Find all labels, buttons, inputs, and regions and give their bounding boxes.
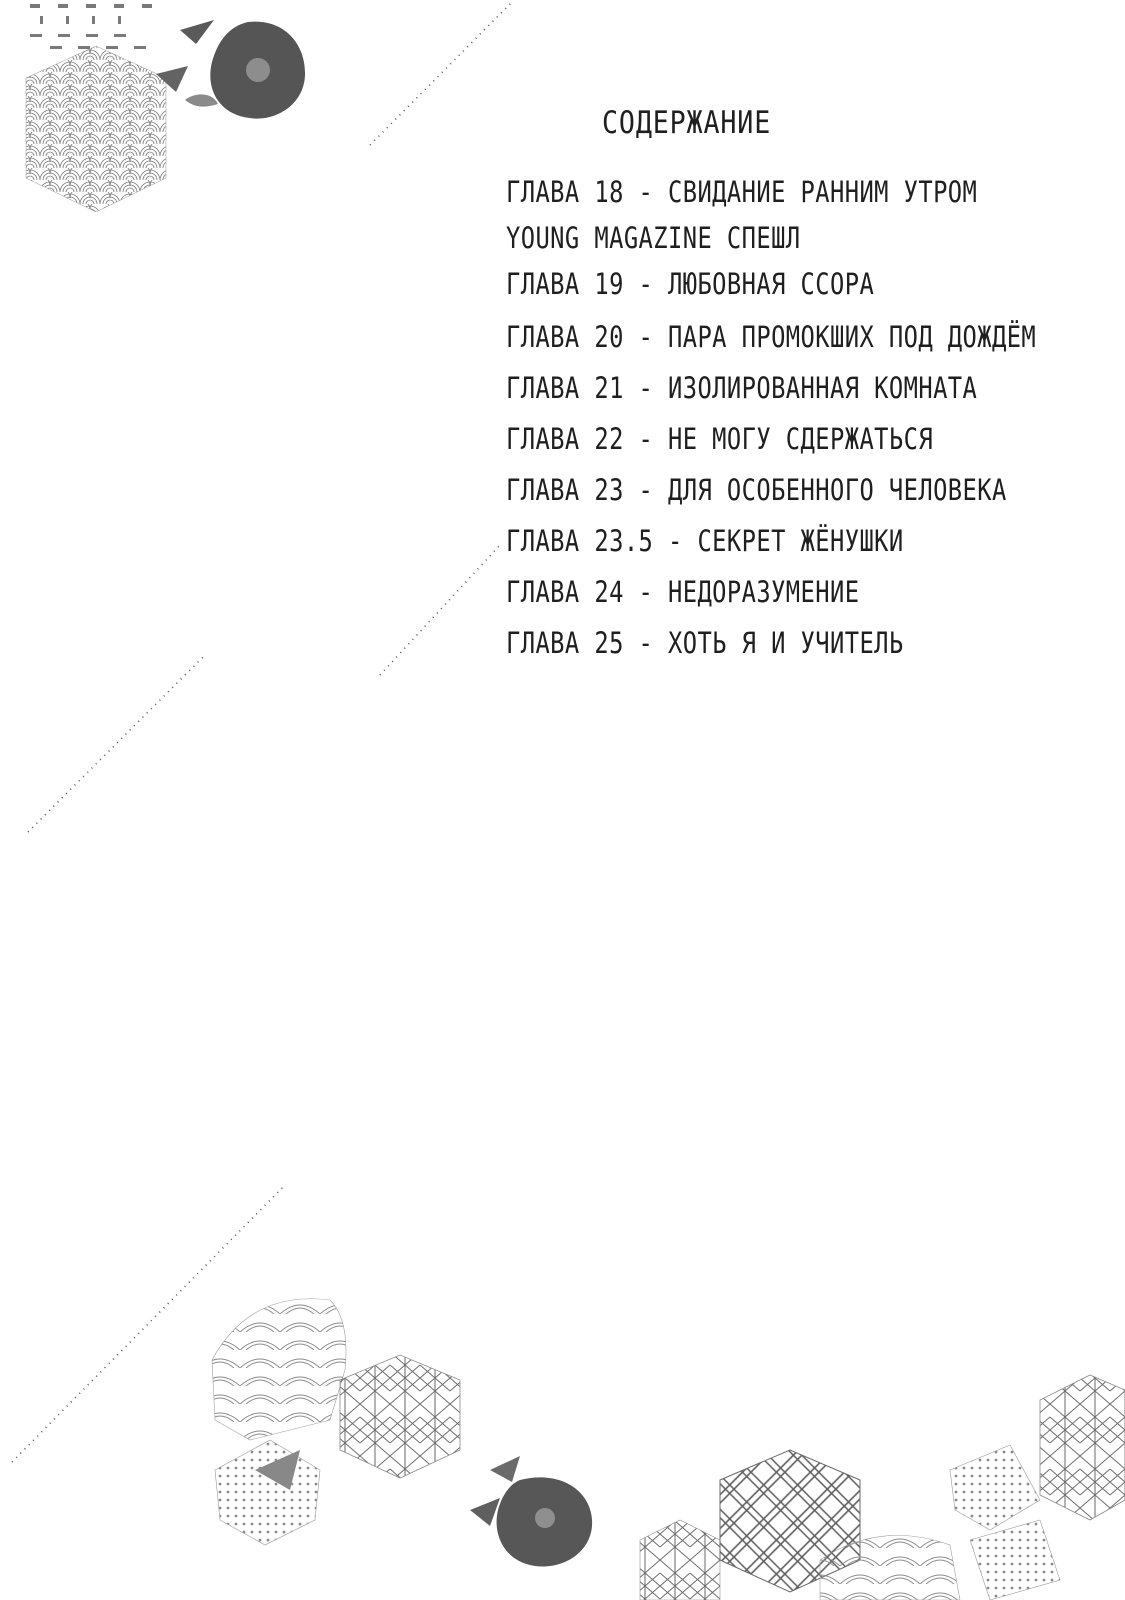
toc-item: ГЛАВА 21 - ИЗОЛИРОВАННАЯ КОМНАТА: [506, 371, 978, 405]
page-title: СОДЕРЖАНИЕ: [602, 104, 772, 141]
toc-item: ГЛАВА 18 - СВИДАНИЕ РАННИМ УТРОМ: [506, 175, 978, 209]
dotted-lines: [12, 2, 512, 1462]
toc-item: ГЛАВА 20 - ПАРА ПРОМОКШИХ ПОД ДОЖДЁМ: [506, 320, 1037, 354]
toc-item: ГЛАВА 23 - ДЛЯ ОСОБЕННОГО ЧЕЛОВЕКА: [506, 473, 1007, 507]
toc-item: ГЛАВА 24 - НЕДОРАЗУМЕНИЕ: [506, 575, 860, 609]
toc-item: ГЛАВА 25 - ХОТЬ Я И УЧИТЕЛЬ: [506, 626, 904, 660]
top-left-ornament: [26, 4, 305, 212]
toc-item: ГЛАВА 23.5 - СЕКРЕТ ЖЁНУШКИ: [506, 524, 904, 558]
toc-item: ГЛАВА 22 - НЕ МОГУ СДЕРЖАТЬСЯ: [506, 422, 934, 456]
toc-item: ГЛАВА 19 - ЛЮБОВНАЯ ССОРА: [506, 267, 875, 301]
toc-item: YOUNG MAGAZINE СПЕШЛ: [506, 221, 801, 255]
bottom-ornament: [212, 1299, 1125, 1600]
